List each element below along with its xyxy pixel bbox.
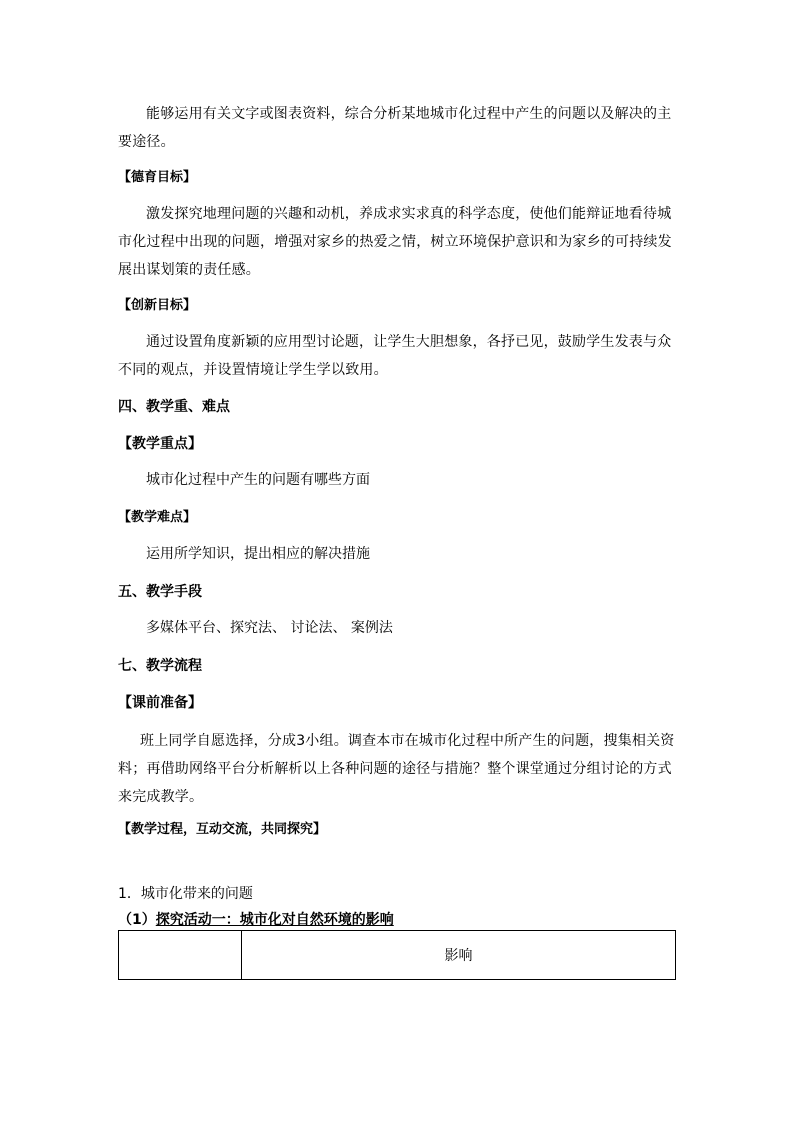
paragraph-ability-goal: 能够运用有关文字或图表资料，综合分析某地城市化过程中产生的问题以及解决的主要途径。 bbox=[118, 106, 672, 150]
heading-moral-goal: 【德育目标】 bbox=[118, 170, 197, 185]
table-row bbox=[119, 931, 676, 980]
heading-teaching-process: 【教学过程，互动交流，共同探究】 bbox=[118, 822, 327, 837]
heading-section-four: 四、教学重、难点 bbox=[118, 399, 230, 415]
subheading-activity-one bbox=[118, 910, 394, 930]
paragraph-preparation: 班上同学自愿选择，分成3小组。调查本市在城市化过程中所产生的问题，搜集相关资料；再借助网络平台分析解析以上各种问题的途径与措施？整个课堂通过分组讨论的方式来完成教学。 bbox=[118, 733, 675, 805]
impact-table bbox=[118, 930, 676, 980]
activity-one-prefix: （1） bbox=[118, 912, 156, 928]
text-teaching-difficulty: 运用所学知识，提出相应的解决措施 bbox=[146, 546, 370, 562]
table-cell-empty bbox=[119, 931, 242, 980]
paragraph-innovation-goal: 通过设置角度新颖的应用型讨论题，让学生大胆想象，各抒已见，鼓励学生发表与众不同的观点，并设置情境让学生学以致用。 bbox=[118, 334, 672, 378]
heading-section-five: 五、教学手段 bbox=[118, 584, 202, 600]
heading-teaching-difficulty: 【教学难点】 bbox=[118, 510, 197, 525]
activity-one-title: 探究活动一：城市化对自然环境的影响 bbox=[155, 912, 394, 928]
paragraph-moral-goal: 激发探究地理问题的兴趣和动机，养成求实求真的科学态度，使他们能辩证地看待城市化过程中出现的问题，增强对家乡的热爱之情，树立环境保护意识和为家乡的可持续发展出谋划策的责任感。 bbox=[118, 206, 672, 278]
heading-preparation: 【课前准备】 bbox=[118, 695, 202, 711]
text-teaching-key: 城市化过程中产生的问题有哪些方面 bbox=[146, 472, 370, 488]
heading-innovation-goal: 【创新目标】 bbox=[118, 298, 197, 313]
list-item-urbanization-problems: 1．城市化带来的问题 bbox=[118, 886, 253, 902]
text-teaching-methods: 多媒体平台、探究法、 讨论法、 案例法 bbox=[146, 620, 393, 636]
table-cell-impact: 影响 bbox=[242, 931, 676, 980]
heading-teaching-key: 【教学重点】 bbox=[118, 436, 202, 452]
heading-section-seven: 七、教学流程 bbox=[118, 658, 202, 674]
